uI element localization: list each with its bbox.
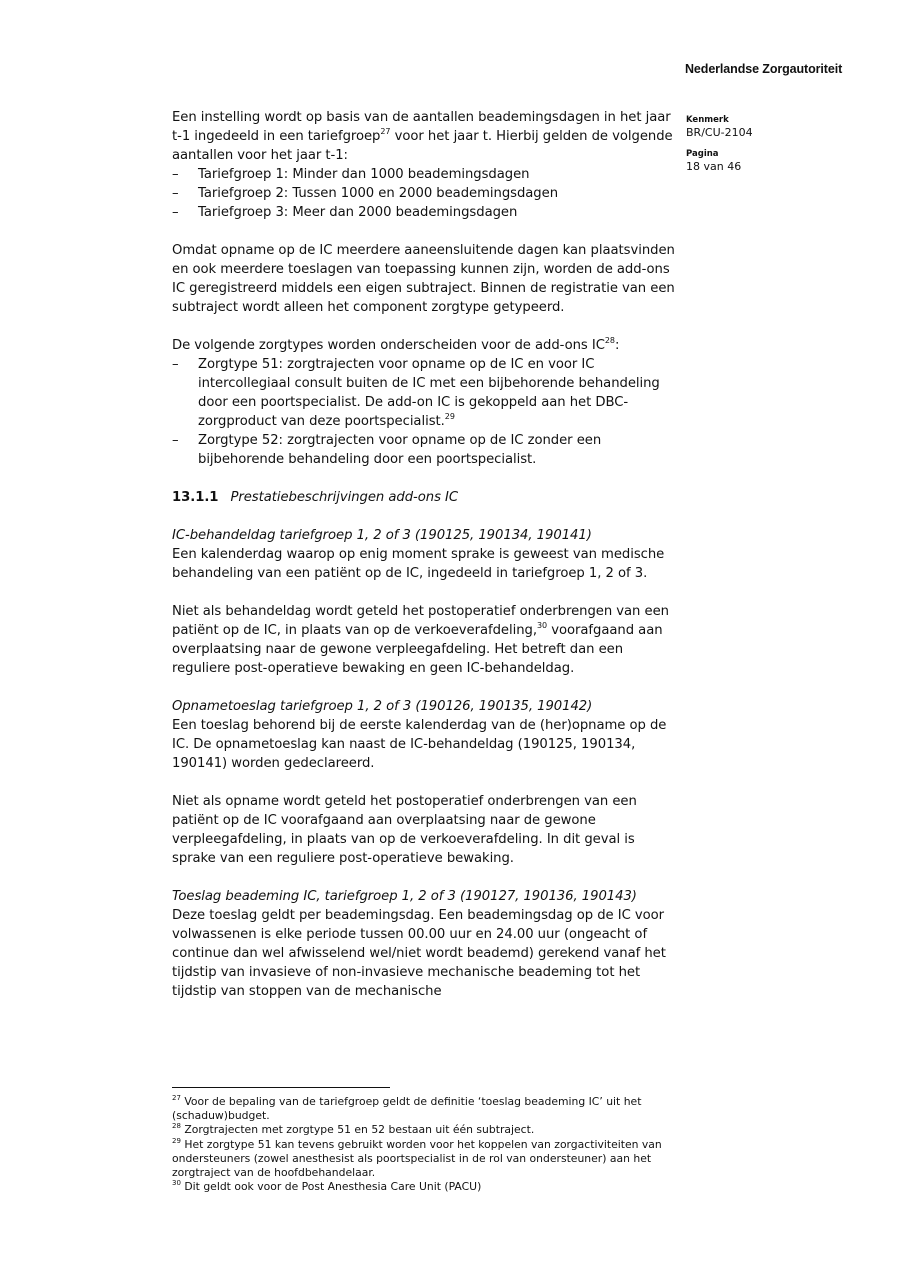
ic-behandeldag-exclusion — [172, 602, 682, 678]
toeslag-beademing-block — [172, 887, 682, 1001]
ic-behandeldag-title: IC-behandeldag tariefgroep 1, 2 of 3 (190125, 190134, 190141) — [172, 528, 592, 543]
list-item — [172, 431, 682, 469]
footnote-ref-28[interactable]: 28 — [604, 336, 615, 345]
organization-name: Nederlandse Zorgautoriteit — [685, 62, 843, 76]
footnote-30 — [172, 1180, 682, 1194]
toeslag-beademing-title: Toeslag beademing IC, tariefgroep 1, 2 of 3 (190127, 190136, 190143) — [172, 889, 637, 904]
pagina-value: 18 van 46 — [686, 160, 742, 173]
tariefgroep-list — [172, 165, 682, 222]
footnote-number: 29 — [172, 1136, 181, 1145]
list-item — [172, 203, 682, 222]
dash-bullet: – — [172, 186, 179, 201]
zorgtypes-intro-text: De volgende zorgtypes worden onderscheiden voor de add-ons IC — [172, 338, 605, 353]
section-title: Prestatiebeschrijvingen add-ons IC — [230, 490, 459, 505]
list-item — [172, 184, 682, 203]
main-content — [172, 108, 682, 1020]
footnotes — [172, 1095, 682, 1194]
footnote-ref-30[interactable]: 30 — [536, 621, 548, 630]
exclusion-text-cont: voorafgaand aan overplaatsing naar de gewone verpleegafdeling. Het betreft dan een reguliere post-operatieve bewaking en geen IC-behandeldag. — [172, 623, 663, 676]
dash-bullet: – — [172, 433, 179, 448]
opnametoeslag-title: Opnametoeslag tariefgroep 1, 2 of 3 (190126, 190135, 190142) — [172, 699, 593, 714]
list-item-text: Tariefgroep 2: Tussen 1000 en 2000 beademingsdagen — [198, 186, 559, 201]
footnote-number: 27 — [172, 1094, 181, 1102]
zorgtype-list — [172, 355, 682, 469]
section-number: 13.1.1 — [172, 490, 219, 505]
kenmerk-value: BR/CU-2104 — [686, 126, 753, 139]
opname-exclusion: Niet als opname wordt geteld het postoperatief onderbrengen van een patiënt op de IC voorafgaand aan overplaatsing naar de gewone verpleegafdeling, in plaats van op de verkoeverafdeling. In dit geval is sprake van een reguliere post-operatieve bewaking. — [172, 794, 637, 866]
footnote-number: 28 — [172, 1122, 181, 1131]
footnote-number: 30 — [172, 1179, 181, 1188]
subtraject-paragraph: Omdat opname op de IC meerdere aaneensluitende dagen kan plaatsvinden en ook meerdere toeslagen van toepassing kunnen zijn, worden de add-ons IC geregistreerd middels een eigen subtraject. Binnen de registratie van een subtraject wordt alleen het component zorgtype getypeerd. — [172, 243, 675, 315]
document-meta — [686, 114, 753, 182]
list-item-text: Zorgtype 51: zorgtrajecten voor opname op de IC en voor IC intercollegiaal consult buiten de IC met een bijbehorende behandeling door een poortspecialist. De add-on IC is gekoppeld aan het DBC-zorgproduct van deze poortspecialist. — [198, 357, 660, 429]
list-item-text: Tariefgroep 3: Meer dan 2000 beademingsdagen — [198, 205, 518, 220]
footnote-28 — [172, 1123, 682, 1137]
kenmerk-label: Kenmerk — [686, 115, 729, 125]
footnote-text: Het zorgtype 51 kan tevens gebruikt worden voor het koppelen van zorgactiviteiten van ondersteuners (zowel anesthesist als poortspecialist in de rol van ondersteuner) aan het zorgtraject van de hoofdbehandelaar. — [172, 1137, 662, 1180]
opnametoeslag-block — [172, 697, 682, 773]
opnametoeslag-text: Een toeslag behorend bij de eerste kalenderdag van de (her)opname op de IC. De opnametoeslag kan naast de IC-behandeldag (190125, 190134, 190141) worden gedeclareerd. — [172, 718, 667, 771]
toeslag-beademing-text: Deze toeslag geldt per beademingsdag. Een beademingsdag op de IC voor volwassenen is elke periode tussen 00.00 uur en 24.00 uur (ongeacht of continue dan wel afwisselend wel/niet wordt beademd) gerekend vanaf het tijdstip van invasieve of non-invasieve mechanische beademing tot het tijdstip van stoppen van de mechanische — [172, 908, 666, 999]
intro-paragraph — [172, 108, 682, 165]
footnote-29 — [172, 1138, 682, 1181]
footnote-divider — [172, 1087, 390, 1088]
list-item-text: Zorgtype 52: zorgtrajecten voor opname op de IC zonder een bijbehorende behandeling door een poortspecialist. — [198, 433, 602, 467]
footnote-ref-27[interactable]: 27 — [380, 127, 391, 136]
list-item-text: Tariefgroep 1: Minder dan 1000 beademingsdagen — [198, 167, 530, 182]
ic-behandeldag-text: Een kalenderdag waarop op enig moment sprake is geweest van medische behandeling van een patiënt op de IC, ingedeeld in tariefgroep 1, 2 of 3. — [172, 547, 665, 581]
colon: : — [614, 338, 620, 353]
list-item — [172, 355, 682, 431]
exclusion-text: Niet als behandeldag wordt geteld het postoperatief onderbrengen van een patiënt op de IC, in plaats van op de verkoeverafdeling, — [172, 604, 669, 638]
footnote-text: Zorgtrajecten met zorgtype 51 en 52 bestaan uit één subtraject. — [180, 1123, 535, 1137]
footnote-text: Voor de bepaling van de tariefgroep geldt de definitie ‘toeslag beademing IC’ uit het (schaduw)budget. — [172, 1095, 642, 1123]
zorgtypes-intro — [172, 336, 682, 355]
section-heading — [172, 488, 682, 507]
dash-bullet: – — [172, 205, 179, 220]
intro-text: Een instelling wordt op basis van de aantallen beademingsdagen in het jaar t-1 ingedeeld in een tariefgroep — [172, 110, 671, 144]
footnote-27 — [172, 1095, 682, 1123]
ic-behandeldag-block — [172, 526, 682, 583]
footnote-text: Dit geldt ook voor de Post Anesthesia Care Unit (PACU) — [180, 1180, 482, 1194]
pagina-label: Pagina — [686, 149, 719, 159]
dash-bullet: – — [172, 357, 179, 372]
list-item — [172, 165, 682, 184]
dash-bullet: – — [172, 167, 179, 182]
footnote-ref-29[interactable]: 29 — [444, 412, 455, 421]
intro-text-cont: voor het jaar t. Hierbij gelden de volgende aantallen voor het jaar t-1: — [172, 129, 673, 163]
